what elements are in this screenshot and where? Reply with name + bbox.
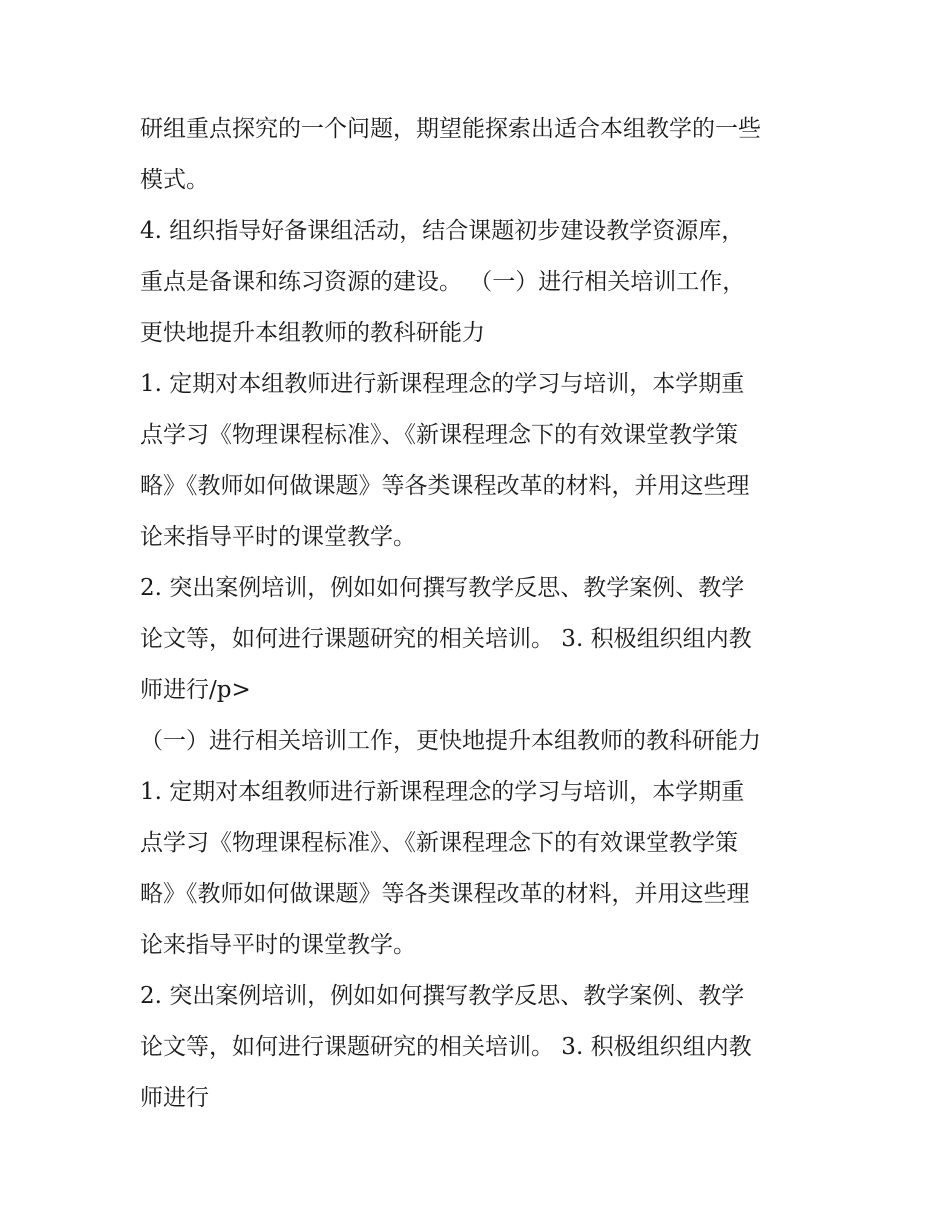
text-line: 更快地提升本组教师的教科研能力 — [140, 320, 485, 346]
text-line: 1. 定期对本组教师进行新课程理念的学习与培训，本学期重 — [140, 371, 745, 397]
text-line: 重点是备课和练习资源的建设。 （一）进行相关培训工作， — [140, 269, 746, 295]
text-line: 点学习《物理课程标准》、《新课程理念下的有效课堂教学策 — [140, 422, 738, 448]
text-line: 论文等，如何进行课题研究的相关培训。 3. 积极组织组内教 — [140, 1034, 752, 1060]
text-line: 2. 突出案例培训，例如如何撰写教学反思、教学案例、教学 — [140, 983, 745, 1009]
text-line: 论来指导平时的课堂教学。 — [140, 524, 416, 550]
text-line: 师进行/p> — [140, 677, 251, 703]
text-line: 2. 突出案例培训，例如如何撰写教学反思、教学案例、教学 — [140, 575, 745, 601]
text-line: 1. 定期对本组教师进行新课程理念的学习与培训，本学期重 — [140, 779, 745, 805]
text-line: 4. 组织指导好备课组活动，结合课题初步建设教学资源库， — [140, 218, 745, 244]
text-line: （一）进行相关培训工作，更快地提升本组教师的教科研能力 — [140, 728, 761, 754]
text-line: 研组重点探究的一个问题，期望能探索出适合本组教学的一些 — [140, 116, 761, 142]
text-line: 论来指导平时的课堂教学。 — [140, 932, 416, 958]
text-line: 略》《教师如何做课题》等各类课程改革的材料，并用这些理 — [140, 881, 750, 907]
text-line: 点学习《物理课程标准》、《新课程理念下的有效课堂教学策 — [140, 830, 738, 856]
document-body — [140, 104, 820, 1124]
text-line: 论文等，如何进行课题研究的相关培训。 3. 积极组织组内教 — [140, 626, 752, 652]
text-line: 模式。 — [140, 167, 209, 193]
text-line: 师进行 — [140, 1085, 209, 1111]
text-line: 略》《教师如何做课题》等各类课程改革的材料，并用这些理 — [140, 473, 750, 499]
